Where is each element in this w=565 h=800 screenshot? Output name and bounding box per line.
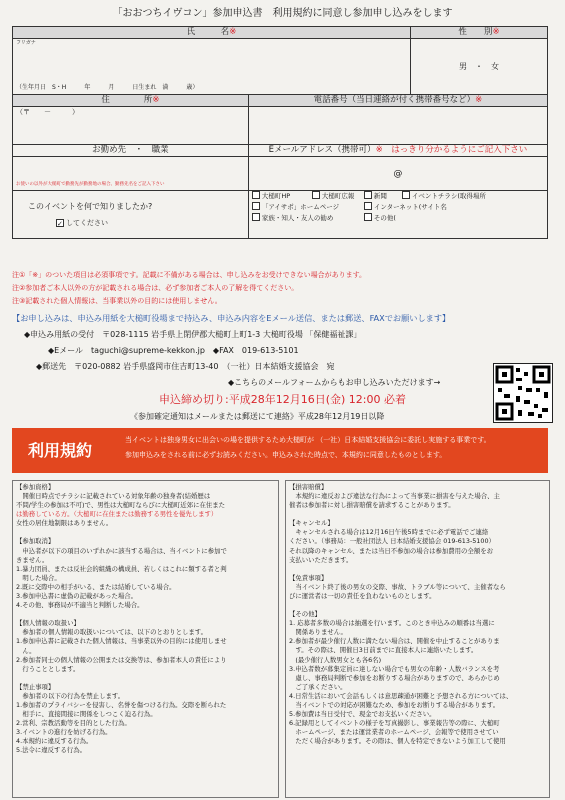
note-1: 注①「※」のついた項目は必須事項です。記載に不備がある場合は、申し込みをお受けできない場合があります。 [12,271,367,279]
confirmation-notice: 《参加確定通知はメールまたは郵送にて連絡》平成28年12月19日以降 [130,412,385,421]
note-3: 注③記載された個人情報は、当事業以外の目的には使用しません。 [12,297,222,305]
terms-line: 相手に、直接間接に関係をしつこく迫る行為。 [16,710,157,719]
terms-line: 2.営利、宗教活動等を目的とした行為。 [16,719,131,728]
form-title: 「おおつちイヴコン」参加申込書 利用規約に同意し参加申し込みをします [112,8,453,19]
terms-line: 4.日常生活において会話もしくは意思疎通が困難と予想される方については、 [289,691,513,700]
terms-line: 1.暴力団員、または反社会的組織の構成員、若しくはこれに類する者と判 [16,564,227,573]
apply-webform: ◆こちらのメールフォームからもお申し込みいただけます→ [228,378,441,387]
terms-line: ん。 [16,646,36,655]
terms-line: 【免責事項】 [289,573,328,582]
terms-line [289,601,546,610]
terms-line: 【参加取消】 [16,537,55,546]
gender-header: 性 別※ [411,27,548,39]
qr-code-icon[interactable] [493,363,553,423]
terms-line: 開催日時点でチラシに記載されている対象年齢の独身者(結婚歴は [16,492,211,501]
question-label: このイベントを何で知りましたか? [28,202,153,211]
apply-intro: 【お申し込みは、申込み用紙を大槌町役場まで持込み、申込み内容をEメール送信、または郵送、FAXでお願いします】 [12,313,451,323]
terms-line: (最少催行人数男女とも各6名) [289,655,382,664]
terms-line: 催者は参加者に対し損害賠償を請求することがあります。 [289,501,455,510]
terms-line: 【キャンセル】 [289,519,334,528]
terms-line: 行うこととします。 [16,664,80,673]
terms-line: それ以降のキャンセル、または当日不参加の場合は参加費用の全額をお [289,546,493,555]
option-checkbox[interactable] [402,191,410,199]
terms-line [289,565,546,574]
checkbox[interactable]: ✓ [57,220,63,228]
terms-line: 1.参加申込書に記載された個人情報は、当事業以外の目的には使用しませ [16,637,227,646]
terms-line: 2.既に交際中の相手がいる、または結婚している場合。 [16,582,176,591]
deadline: 申込締め切り:平成28年12月16日(金) 12:00 必着 [159,393,406,406]
work-field[interactable] [13,157,249,191]
terms-line [16,610,275,619]
question-cell [13,191,249,239]
terms-line: 本規約に違反および違法な行為によって当事業に損害を与えた場合、主 [289,492,500,501]
terms-line: 参加者の以下の行為を禁止します。 [16,691,125,700]
options-cell: 大槌町HP 大槌町広報 新聞 イベントチラシ(取得場所 「アイサポ」ホームページ インターネット(サイト名 家族・知人・友人の勧め その他( [248,191,547,239]
terms-line: 申込者が以下の項目のいずれかに該当する場合は、当イベントに参加で [16,546,227,555]
terms-line: 6.記録用としてイベントの様子を写真撮影し、事業報告等の際に、大槌町 [289,719,500,728]
terms-line [16,674,275,683]
terms-line: ご了承ください。 [289,682,347,691]
terms-header-bar [12,428,548,473]
terms-line [289,510,546,519]
option-checkbox[interactable] [252,213,260,221]
phone-header: 電話番号（当日連絡が付く携帯番号など）※ [248,95,547,107]
email-field[interactable]: @ [248,157,547,191]
terms-intro-1: 当イベントは独身男女に出会いの場を提供するため大槌町が （一社）日本結婚支援協会に委託し実施する事業です。 [125,436,491,444]
option-checkbox[interactable] [312,191,320,199]
application-form [12,26,548,239]
terms-line: ください。（事務局：一般社団法人 日本結婚支援協会 019-613-5100） [289,537,495,546]
postal-code: （〒 － ） [16,108,79,116]
terms-line: きません。 [16,555,49,564]
terms-line: 不問/学生の参加は不可)で、男性は大槌町ならびに大槌町近郊に在住また [16,501,226,510]
address-field[interactable] [13,107,249,145]
terms-line: 1.参加者のプライバシーを侵害し、名誉を傷つける行為。交際を断られた [16,700,227,709]
terms-line: 参加者の個人情報の取扱いについては、以下のとおりとします。 [16,628,208,637]
terms-line: 【参加資格】 [16,483,55,491]
terms-line: 当イベント終了後の男女の交際、事故、トラブル等について、主催者なら [289,582,506,591]
work-note: お使いの以外が大槌町で勤務先が勤務地の場合、勤務先名をご記入下さい [16,182,165,187]
option-checkbox[interactable] [364,191,372,199]
option-checkbox[interactable] [364,213,372,221]
terms-line: は勤務している方。（大槌町に在住または勤務する男性を優先します） [16,510,218,519]
check-note: してください [66,219,108,227]
gender-field[interactable]: 男 ・ 女 [411,39,548,95]
terms-line: 2.参加者が最少催行人数に満たない場合は、開催を中止することがありま [289,637,500,646]
terms-line: びに運営者は一切の責任を負わないものとします。 [289,591,436,600]
note-2: 注②参加者ご本人以外の方が記載される場合は、必ず参加者ご本人の了解を得てください。 [12,284,299,292]
terms-line: す。その際は、開催日3日前までに直接本人に連絡いたします。 [289,646,478,655]
apply-mail: ◆申込み用紙の受付 〒028-1115 岩手県上閉伊郡大槌町上町1-3 大槌町役場 「保健福祉課」 [24,330,362,339]
apply-email-fax[interactable]: ◆Eメール taguchi@supreme-kekkon.jp ◆FAX 019-613-5101 [48,346,299,355]
option-checkbox[interactable] [364,202,372,210]
terms-line: 【個人情報の取扱い】 [16,619,80,628]
terms-line: 明した場合。 [16,573,61,582]
address-header: 住 所※ [13,95,249,107]
terms-left-column [12,480,279,798]
terms-line: 4.その他、事務局が不適当と判断した場合。 [16,601,144,610]
terms-line: 1. 応募者多数の場合は抽選を行います。このとき申込みの順番は当選に [289,619,495,628]
birth-line: （生年月日 S・H 年 月 日生まれ 満 歳） [16,84,199,91]
phone-field[interactable] [248,107,547,145]
terms-line [16,528,275,537]
terms-line: 【損害賠償】 [289,483,328,491]
terms-line: ただく場合があります。その際は、個人を特定できないよう加工して使用 [289,737,506,746]
terms-line: 3.参加申込書に虚偽の記載があった場合。 [16,592,138,601]
name-field[interactable] [13,39,411,95]
furigana-label: フリガナ [16,40,36,46]
terms-line: 4.本規約に違反する行為。 [16,737,93,746]
terms-right-column [285,480,550,798]
terms-line: 支払いいただきます。 [289,555,353,564]
option-checkbox[interactable] [252,191,260,199]
terms-line: 5.法令に違反する行為。 [16,746,87,755]
terms-line: 3.申込者数が募集定員に達しない場合でも男女の年齢・人数バランスを考 [289,664,500,673]
terms-title: 利用規約 [28,441,93,460]
terms-line: 関係ありません。 [289,628,347,637]
terms-line: 2.参加者同士の個人情報の公開または交換等は、参加者本人の責任により [16,655,227,664]
name-header: 氏 名※ [13,27,411,39]
terms-line: 女性の居住地制限はありません。 [16,519,113,528]
option-checkbox[interactable] [252,202,260,210]
terms-line: 3.イベントの進行を妨げる行為。 [16,728,112,737]
terms-line: ホームページ、または運営業者のホームページ、会報等で使用させてい [289,728,499,737]
terms-line: 慮し、事務局判断で参加をお断りする場合がありますので、あらかじめ [289,673,500,682]
terms-line: 【その他】 [289,610,321,619]
terms-line: キャンセルされる場合は12月16日午後5時までに必ず電話でご連絡 [289,528,489,537]
terms-line: 【禁止事項】 [16,682,55,691]
terms-line: 5.参加費は当日受付で、現金でお支払いください。 [289,710,436,719]
email-header: Eメールアドレス（携帯可）※ はっきり分かるようにご記入下さい [248,145,547,157]
terms-line: 当イベントでの対応が困難なため、参加をお断りする場合があります。 [289,700,500,709]
apply-postal: ◆郵送先 〒020-0882 岩手県盛岡市住吉町13-40 （一社）日本結婚支援協会 宛 [36,362,335,371]
terms-intro-2: 参加申込みをされる前に必ずお読みください。申込みされた時点で、本規約に同意したものとします。 [125,451,447,459]
work-header: お勤め先 ・ 職業 [13,145,249,157]
